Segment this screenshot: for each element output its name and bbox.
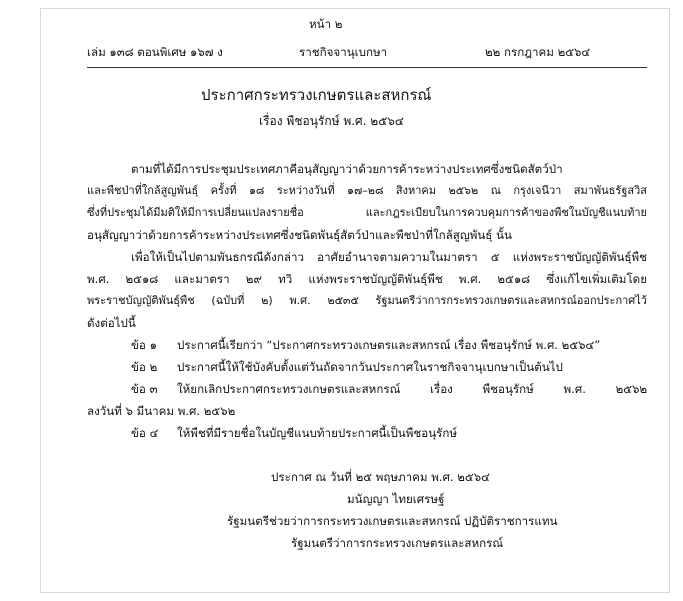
clause-2-label: ข้อ ๒ [131,360,158,374]
signer-role-on-behalf: รัฐมนตรีว่าการกระทรวงเกษตรและสหกรณ์ [291,536,504,550]
clause-4-label: ข้อ ๔ [131,426,159,440]
clause-3-label: ข้อ ๓ [131,382,158,396]
gazette-date: ๒๒ กรกฎาคม ๒๕๖๔ [485,45,591,59]
gazette-volume: เล่ม ๑๓๘ ตอนพิเศษ ๑๖๗ ง [87,45,223,59]
announcement-title: ประกาศกระทรวงเกษตรและสหกรณ์ [201,86,432,104]
clause-1-text: ประกาศนี้เรียกว่า “ประกาศกระทรวงเกษตรและสหกรณ์ เรื่อง พืชอนุรักษ์ พ.ศ. ๒๕๖๔” [177,338,601,352]
para2-line4: ดังต่อไปนี้ [87,316,136,330]
document-page [40,8,670,593]
announced-date: ประกาศ ณ วันที่ ๒๕ พฤษภาคม พ.ศ. ๒๕๖๔ [271,470,490,484]
gazette-name: ราชกิจจานุเบกษา [299,45,388,59]
para2-line2: พ.ศ. ๒๕๑๘ และมาตรา ๒๙ ทวิ แห่งพระราชบัญญัติพันธุ์พืช พ.ศ. ๒๕๑๘ ซึ่งแก้ไขเพิ่มเติมโดย [87,272,647,286]
para1-line2: และพืชป่าที่ใกล้สูญพันธุ์ ครั้งที่ ๑๘ ระหว่างวันที่ ๑๗–๒๘ สิงหาคม ๒๕๖๒ ณ กรุงเจนีวา สมาพันธรัฐสวิส [87,184,647,197]
announcement-subject: เรื่อง พืชอนุรักษ์ พ.ศ. ๒๕๖๔ [259,114,404,128]
para1-line4: อนุสัญญาว่าด้วยการค้าระหว่างประเทศซึ่งชนิดพันธุ์สัตว์ป่าและพืชป่าที่ใกล้สูญพันธุ์ นั้น [87,228,512,242]
para1-line1: ตามที่ได้มีการประชุมประเทศภาคีอนุสัญญาว่าด้วยการค้าระหว่างประเทศซึ่งชนิดสัตว์ป่า [131,162,563,176]
signer-name: มนัญญา ไทยเศรษฐ์ [347,492,445,506]
para1-line3: ซึ่งที่ประชุมได้มีมติให้มีการเปลี่ยนแปลงรายชื่อ และกฎระเบียบในการควบคุมการค้าของพืชในบัญชีแนบท้าย [87,206,647,219]
para2-line1: เพื่อให้เป็นไปตามพันธกรณีดังกล่าว อาศัยอำนาจตามความในมาตรา ๕ แห่งพระราชบัญญัติพันธุ์พืช [131,250,647,264]
header-rule [87,67,647,68]
clause-3-text: ให้ยกเลิกประกาศกระทรวงเกษตรและสหกรณ์ เรื่อง พืชอนุรักษ์ พ.ศ. ๒๕๖๒ [177,382,647,396]
clause-3-continuation: ลงวันที่ ๖ มีนาคม พ.ศ. ๒๕๖๒ [87,404,236,418]
para2-line3: พระราชบัญญัติพันธุ์พืช (ฉบับที่ ๒) พ.ศ. ๒๕๓๕ รัฐมนตรีว่าการกระทรวงเกษตรและสหกรณ์ออกประกาศไว้ [87,294,647,307]
page-number: หน้า ๒ [309,17,343,31]
clause-2-text: ประกาศนี้ให้ใช้บังคับตั้งแต่วันถัดจากวันประกาศในราชกิจจานุเบกษาเป็นต้นไป [177,360,563,374]
clause-1-label: ข้อ ๑ [131,338,157,352]
clause-4-text: ให้พืชที่มีรายชื่อในบัญชีแนบท้ายประกาศนี้เป็นพืชอนุรักษ์ [177,426,458,440]
signer-role: รัฐมนตรีช่วยว่าการกระทรวงเกษตรและสหกรณ์ ปฏิบัติราชการแทน [227,514,558,528]
